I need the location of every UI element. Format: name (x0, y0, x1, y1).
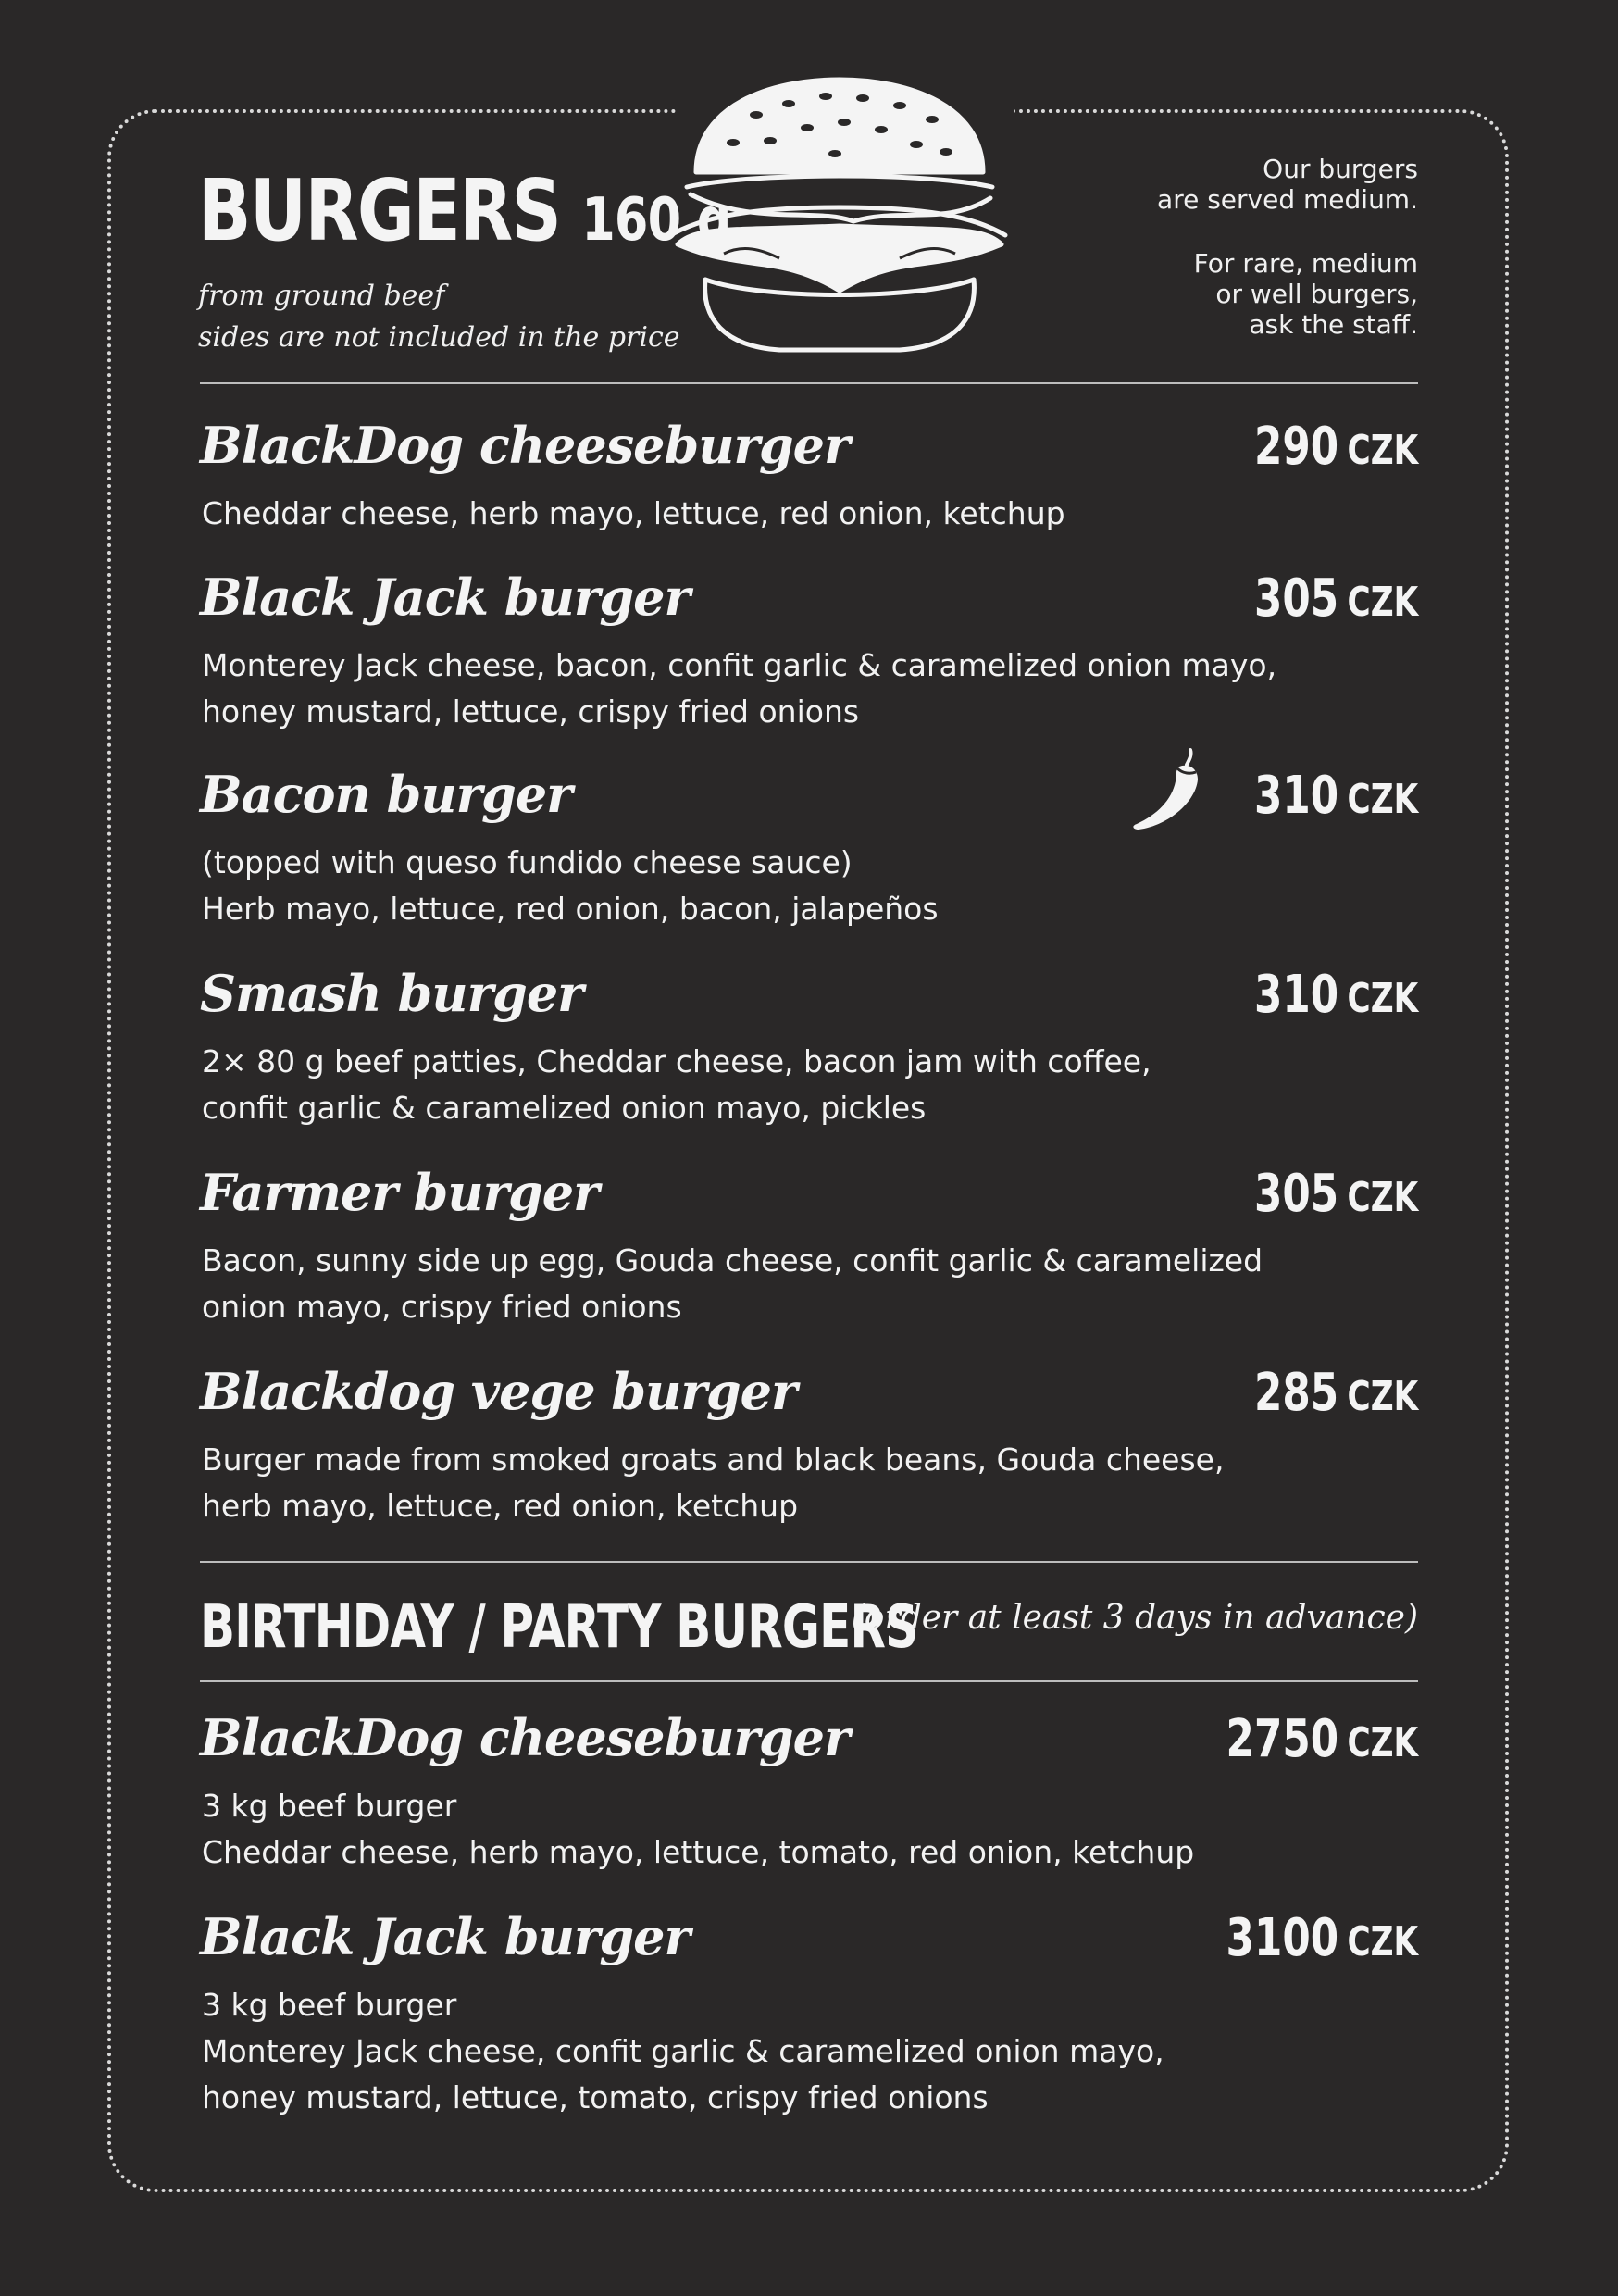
description-line: honey mustard, lettuce, crispy fried onions (202, 693, 860, 730)
menu-item (200, 961, 1418, 1137)
item-price (1226, 1709, 1418, 1774)
description-line: 3 kg beef burger (202, 1987, 457, 2023)
title-text: BURGERS (198, 161, 561, 260)
description-line: Cheddar cheese, herb mayo, lettuce, red onion, ketchup (202, 495, 1065, 531)
description-line: Burger made from smoked groats and black beans, Gouda cheese, (202, 1441, 1225, 1478)
menu-item (200, 1160, 1418, 1336)
item-description (202, 1437, 1224, 1529)
party-section-note: (order at least 3 days in advance) (851, 1599, 1418, 1637)
description-line: Bacon, sunny side up egg, Gouda cheese, confit garlic & caramelized (202, 1242, 1263, 1279)
description-line: (topped with queso fundido cheese sauce) (202, 844, 853, 880)
item-description (202, 491, 1065, 537)
item-description (202, 643, 1276, 735)
price-currency: CZK (1347, 1918, 1418, 1965)
menu-item (200, 1359, 1418, 1535)
item-price (1254, 417, 1418, 481)
party-section-title: BIRTHDAY / PARTY BURGERS (200, 1593, 918, 1662)
price-currency: CZK (1347, 776, 1418, 823)
price-value: 3100 (1226, 1908, 1338, 1968)
item-name: Black Jack burger (200, 1907, 690, 1966)
price-currency: CZK (1347, 427, 1418, 474)
item-price (1254, 1164, 1418, 1229)
doneness-note-line-4: or well burgers, (1215, 279, 1418, 309)
doneness-note-line-3: For rare, medium (1193, 248, 1418, 279)
price-value: 310 (1253, 766, 1338, 826)
chili-pepper-icon (1131, 746, 1209, 831)
item-name: Smash burger (200, 964, 583, 1023)
price-value: 285 (1253, 1363, 1338, 1423)
subtitle-line-2: sides are not included in the price (198, 321, 680, 354)
item-price (1254, 1363, 1418, 1428)
price-currency: CZK (1347, 579, 1418, 626)
price-value: 290 (1253, 417, 1338, 477)
price-currency: CZK (1347, 1174, 1418, 1221)
item-name: BlackDog cheeseburger (200, 1708, 850, 1767)
description-line: onion mayo, crispy fried onions (202, 1289, 682, 1325)
menu-item (200, 1705, 1418, 1881)
title-weight: 160 g (581, 186, 731, 255)
doneness-note-line-5: ask the staff. (1249, 309, 1418, 340)
item-name: Blackdog vege burger (200, 1362, 797, 1421)
item-price (1226, 1908, 1418, 1973)
price-value: 310 (1253, 965, 1338, 1025)
divider-party (200, 1680, 1418, 1682)
price-currency: CZK (1347, 975, 1418, 1022)
description-line: 2× 80 g beef patties, Cheddar cheese, bacon jam with coffee, (202, 1043, 1151, 1079)
divider-middle (200, 1561, 1418, 1563)
description-line: Cheddar cheese, herb mayo, lettuce, tomato, red onion, ketchup (202, 1834, 1195, 1870)
description-line: 3 kg beef burger (202, 1788, 457, 1824)
item-name: BlackDog cheeseburger (200, 416, 850, 475)
item-price (1254, 568, 1418, 633)
menu-item (200, 565, 1418, 741)
description-line: confit garlic & caramelized onion mayo, pickles (202, 1090, 927, 1126)
description-line: Monterey Jack cheese, confit garlic & caramelized onion mayo, (202, 2033, 1164, 2069)
item-price (1254, 766, 1418, 830)
item-description (202, 1238, 1263, 1330)
item-description (202, 1783, 1194, 1876)
price-value: 305 (1253, 568, 1338, 629)
item-name: Bacon burger (200, 765, 572, 824)
item-price (1254, 965, 1418, 1029)
menu-item (200, 1904, 1418, 2127)
divider-top (200, 382, 1418, 384)
item-name: Black Jack burger (200, 568, 690, 627)
menu-item (200, 762, 1418, 938)
page-title (198, 161, 731, 260)
item-description (202, 840, 939, 932)
description-line: herb mayo, lettuce, red onion, ketchup (202, 1488, 799, 1524)
description-line: Herb mayo, lettuce, red onion, bacon, jalapeños (202, 891, 939, 927)
subtitle-line-1: from ground beef (198, 280, 445, 312)
description-line: Monterey Jack cheese, bacon, confit garlic & caramelized onion mayo, (202, 647, 1277, 683)
price-value: 2750 (1226, 1709, 1338, 1769)
item-name: Farmer burger (200, 1163, 599, 1222)
doneness-note-line-2: are served medium. (1157, 184, 1418, 215)
price-currency: CZK (1347, 1719, 1418, 1766)
menu-item (200, 413, 1418, 543)
price-currency: CZK (1347, 1373, 1418, 1420)
item-description (202, 1982, 1164, 2121)
doneness-note-line-1: Our burgers (1263, 154, 1418, 184)
item-description (202, 1039, 1151, 1131)
description-line: honey mustard, lettuce, tomato, crispy fried onions (202, 2079, 989, 2115)
price-value: 305 (1253, 1164, 1338, 1224)
